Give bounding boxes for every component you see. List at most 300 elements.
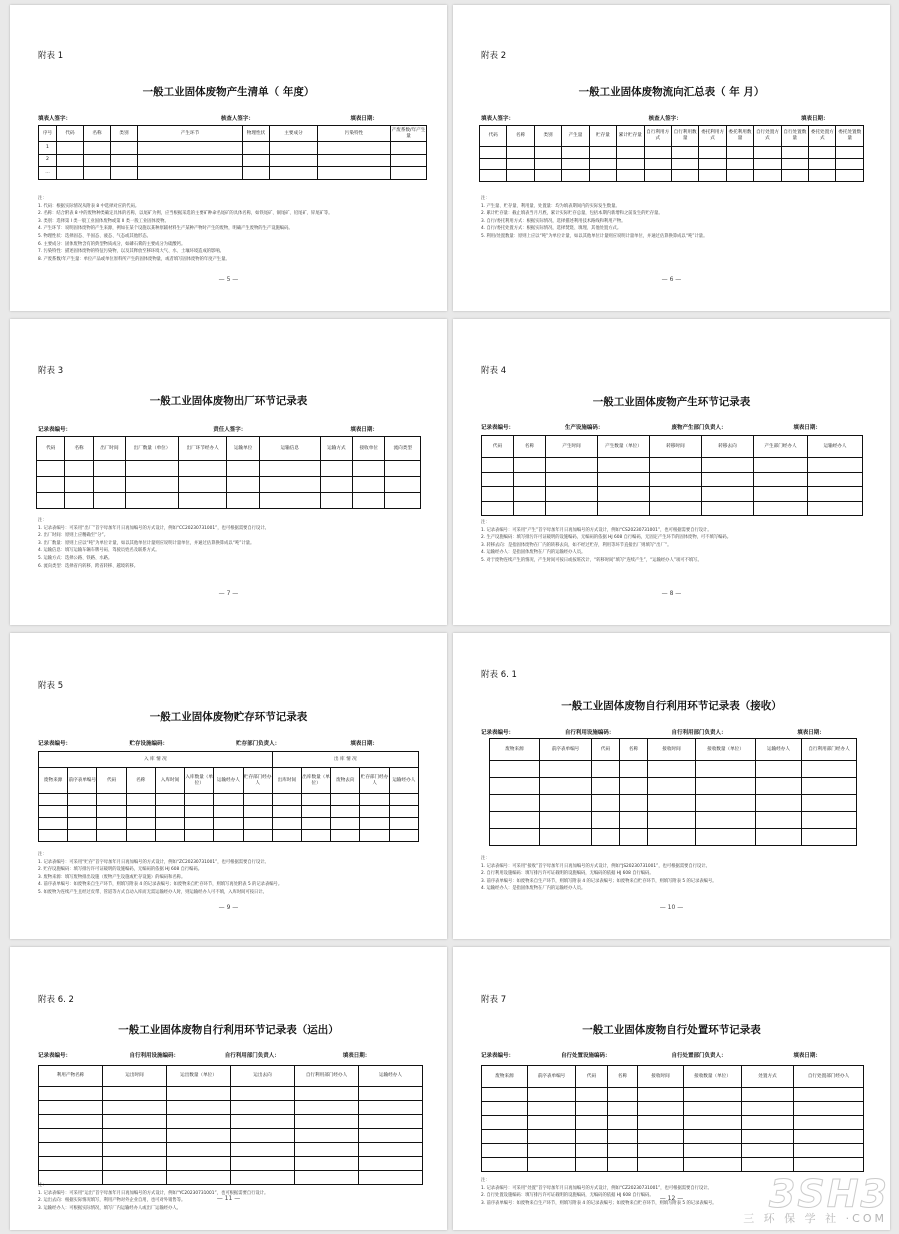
table-cell[interactable] <box>331 818 360 830</box>
table-cell[interactable] <box>540 761 592 778</box>
table-cell[interactable] <box>126 794 155 806</box>
table-cell[interactable] <box>214 794 243 806</box>
table-cell[interactable]: 1 <box>39 142 57 155</box>
table-cell[interactable] <box>178 493 227 509</box>
table-cell[interactable] <box>295 1101 359 1115</box>
table-cell[interactable] <box>644 158 671 170</box>
table-cell[interactable] <box>802 795 857 812</box>
table-cell[interactable] <box>167 1101 231 1115</box>
table-cell[interactable] <box>84 142 111 155</box>
table-cell[interactable] <box>97 830 126 842</box>
table-cell[interactable] <box>360 818 389 830</box>
table-cell[interactable] <box>650 501 702 516</box>
table-cell[interactable] <box>598 487 650 502</box>
table-cell[interactable] <box>111 142 138 155</box>
table-cell[interactable] <box>576 1102 608 1116</box>
table-cell[interactable] <box>68 818 97 830</box>
table-cell[interactable] <box>702 487 754 502</box>
table-cell[interactable] <box>301 794 330 806</box>
table-cell[interactable] <box>93 477 125 493</box>
table-cell[interactable] <box>592 829 620 846</box>
table-cell[interactable] <box>684 1102 742 1116</box>
table-cell[interactable] <box>576 1144 608 1158</box>
table-cell[interactable] <box>126 806 155 818</box>
table-cell[interactable] <box>39 1115 103 1129</box>
table-cell[interactable] <box>243 830 272 842</box>
table-cell[interactable] <box>546 472 598 487</box>
table-cell[interactable] <box>39 806 68 818</box>
table-cell[interactable] <box>648 761 696 778</box>
table-cell[interactable] <box>155 794 184 806</box>
table-cell[interactable] <box>598 458 650 473</box>
table-cell[interactable] <box>331 830 360 842</box>
table-cell[interactable] <box>781 170 808 182</box>
table-cell[interactable] <box>726 170 753 182</box>
table-cell[interactable] <box>103 1157 167 1171</box>
table-cell[interactable] <box>608 1158 638 1172</box>
table-cell[interactable] <box>608 1144 638 1158</box>
table-cell[interactable] <box>270 142 318 155</box>
table-cell[interactable] <box>507 158 534 170</box>
table-cell[interactable] <box>546 487 598 502</box>
table-cell[interactable] <box>598 472 650 487</box>
table-cell[interactable] <box>185 830 214 842</box>
table-cell[interactable] <box>754 472 808 487</box>
table-cell[interactable] <box>650 458 702 473</box>
table-cell[interactable] <box>214 806 243 818</box>
table-cell[interactable] <box>360 830 389 842</box>
table-cell[interactable] <box>836 158 864 170</box>
table-cell[interactable] <box>608 1116 638 1130</box>
table-cell[interactable] <box>39 818 68 830</box>
table-cell[interactable] <box>178 477 227 493</box>
table-cell[interactable] <box>155 818 184 830</box>
table-cell[interactable] <box>138 167 243 180</box>
table-cell[interactable] <box>482 1088 528 1102</box>
table-cell[interactable] <box>671 170 698 182</box>
table-cell[interactable] <box>185 806 214 818</box>
table-cell[interactable] <box>638 1144 684 1158</box>
table-cell[interactable] <box>103 1129 167 1143</box>
table-cell[interactable] <box>57 154 84 167</box>
table-cell[interactable] <box>781 147 808 159</box>
table-cell[interactable] <box>353 477 385 493</box>
table-cell[interactable] <box>754 170 781 182</box>
table-cell[interactable] <box>514 487 546 502</box>
table-cell[interactable] <box>155 830 184 842</box>
table-cell[interactable] <box>482 472 514 487</box>
table-cell[interactable] <box>671 147 698 159</box>
table-cell[interactable] <box>359 1087 423 1101</box>
table-cell[interactable] <box>684 1144 742 1158</box>
table-cell[interactable] <box>359 1157 423 1171</box>
table-cell[interactable] <box>103 1087 167 1101</box>
table-cell[interactable] <box>756 778 802 795</box>
table-cell[interactable] <box>480 147 507 159</box>
table-cell[interactable] <box>802 829 857 846</box>
table-cell[interactable] <box>243 167 270 180</box>
table-cell[interactable] <box>562 147 589 159</box>
table-cell[interactable] <box>482 1130 528 1144</box>
table-cell[interactable] <box>227 477 259 493</box>
table-cell[interactable] <box>644 170 671 182</box>
table-cell[interactable] <box>742 1102 794 1116</box>
table-cell[interactable] <box>644 147 671 159</box>
table-cell[interactable] <box>648 778 696 795</box>
table-cell[interactable] <box>295 1129 359 1143</box>
table-cell[interactable] <box>295 1115 359 1129</box>
table-cell[interactable] <box>360 806 389 818</box>
table-cell[interactable] <box>259 461 320 477</box>
table-cell[interactable] <box>93 461 125 477</box>
table-cell[interactable] <box>540 778 592 795</box>
table-cell[interactable] <box>39 1101 103 1115</box>
table-cell[interactable] <box>528 1116 576 1130</box>
table-cell[interactable] <box>684 1158 742 1172</box>
table-cell[interactable] <box>742 1088 794 1102</box>
table-cell[interactable] <box>576 1116 608 1130</box>
table-cell[interactable] <box>39 1087 103 1101</box>
table-cell[interactable] <box>598 501 650 516</box>
table-cell[interactable] <box>37 461 65 477</box>
table-cell[interactable] <box>138 142 243 155</box>
table-cell[interactable] <box>185 794 214 806</box>
table-cell[interactable] <box>638 1158 684 1172</box>
table-cell[interactable] <box>756 829 802 846</box>
table-cell[interactable] <box>84 167 111 180</box>
table-cell[interactable] <box>756 761 802 778</box>
table-cell[interactable] <box>592 812 620 829</box>
table-cell[interactable] <box>648 829 696 846</box>
table-cell[interactable] <box>391 142 427 155</box>
table-cell[interactable] <box>592 795 620 812</box>
table-cell[interactable] <box>514 472 546 487</box>
table-cell[interactable] <box>243 818 272 830</box>
table-cell[interactable] <box>68 806 97 818</box>
table-cell[interactable] <box>231 1129 295 1143</box>
table-cell[interactable] <box>794 1144 864 1158</box>
table-cell[interactable] <box>359 1115 423 1129</box>
table-cell[interactable] <box>65 461 93 477</box>
table-cell[interactable] <box>617 147 644 159</box>
table-cell[interactable] <box>794 1102 864 1116</box>
table-cell[interactable] <box>259 493 320 509</box>
table-cell[interactable] <box>684 1088 742 1102</box>
table-cell[interactable] <box>528 1088 576 1102</box>
table-cell[interactable] <box>389 818 418 830</box>
table-cell[interactable] <box>482 1144 528 1158</box>
table-cell[interactable] <box>754 158 781 170</box>
table-cell[interactable] <box>808 487 863 502</box>
table-cell[interactable] <box>39 1129 103 1143</box>
table-cell[interactable] <box>802 812 857 829</box>
table-cell[interactable] <box>794 1088 864 1102</box>
table-cell[interactable] <box>360 794 389 806</box>
table-cell[interactable] <box>272 818 301 830</box>
table-cell[interactable] <box>620 778 648 795</box>
table-cell[interactable] <box>702 501 754 516</box>
table-cell[interactable] <box>684 1130 742 1144</box>
table-cell[interactable] <box>97 806 126 818</box>
table-cell[interactable] <box>696 778 756 795</box>
table-cell[interactable] <box>808 472 863 487</box>
table-cell[interactable] <box>37 493 65 509</box>
table-cell[interactable] <box>270 167 318 180</box>
table-cell[interactable] <box>836 170 864 182</box>
table-cell[interactable] <box>331 794 360 806</box>
table-cell[interactable] <box>514 501 546 516</box>
table-cell[interactable] <box>272 794 301 806</box>
table-cell[interactable] <box>836 147 864 159</box>
table-cell[interactable] <box>167 1143 231 1157</box>
table-cell[interactable] <box>514 458 546 473</box>
table-cell[interactable] <box>482 501 514 516</box>
table-cell[interactable] <box>638 1088 684 1102</box>
table-cell[interactable] <box>270 154 318 167</box>
table-cell[interactable] <box>359 1143 423 1157</box>
table-cell[interactable] <box>318 154 391 167</box>
table-cell[interactable] <box>781 158 808 170</box>
table-cell[interactable] <box>648 812 696 829</box>
table-cell[interactable] <box>534 147 561 159</box>
table-cell[interactable] <box>528 1102 576 1116</box>
table-cell[interactable] <box>617 158 644 170</box>
table-cell[interactable] <box>301 818 330 830</box>
table-cell[interactable] <box>576 1130 608 1144</box>
table-cell[interactable] <box>243 154 270 167</box>
table-cell[interactable]: … <box>39 167 57 180</box>
table-cell[interactable] <box>57 167 84 180</box>
table-cell[interactable] <box>756 812 802 829</box>
table-cell[interactable] <box>589 170 616 182</box>
table-cell[interactable] <box>97 794 126 806</box>
table-cell[interactable] <box>534 158 561 170</box>
table-cell[interactable]: 2 <box>39 154 57 167</box>
table-cell[interactable] <box>620 812 648 829</box>
table-cell[interactable] <box>353 461 385 477</box>
table-cell[interactable] <box>507 147 534 159</box>
table-cell[interactable] <box>295 1087 359 1101</box>
table-cell[interactable] <box>702 472 754 487</box>
table-cell[interactable] <box>754 487 808 502</box>
table-cell[interactable] <box>809 158 836 170</box>
table-cell[interactable] <box>528 1158 576 1172</box>
table-cell[interactable] <box>576 1158 608 1172</box>
table-cell[interactable] <box>68 794 97 806</box>
table-cell[interactable] <box>126 493 179 509</box>
table-cell[interactable] <box>167 1087 231 1101</box>
table-cell[interactable] <box>490 795 540 812</box>
table-cell[interactable] <box>592 761 620 778</box>
table-cell[interactable] <box>576 1088 608 1102</box>
table-cell[interactable] <box>754 501 808 516</box>
table-cell[interactable] <box>617 170 644 182</box>
table-cell[interactable] <box>802 778 857 795</box>
table-cell[interactable] <box>389 830 418 842</box>
table-cell[interactable] <box>648 795 696 812</box>
table-cell[interactable] <box>726 147 753 159</box>
table-cell[interactable] <box>111 167 138 180</box>
table-cell[interactable] <box>490 761 540 778</box>
table-cell[interactable] <box>684 1116 742 1130</box>
table-cell[interactable] <box>620 795 648 812</box>
table-cell[interactable] <box>272 806 301 818</box>
table-cell[interactable] <box>742 1144 794 1158</box>
table-cell[interactable] <box>359 1129 423 1143</box>
table-cell[interactable] <box>794 1116 864 1130</box>
table-cell[interactable] <box>227 493 259 509</box>
table-cell[interactable] <box>126 830 155 842</box>
table-cell[interactable] <box>97 818 126 830</box>
table-cell[interactable] <box>482 1158 528 1172</box>
table-cell[interactable] <box>318 142 391 155</box>
table-cell[interactable] <box>482 458 514 473</box>
table-cell[interactable] <box>562 170 589 182</box>
table-cell[interactable] <box>650 487 702 502</box>
table-cell[interactable] <box>68 830 97 842</box>
table-cell[interactable] <box>103 1143 167 1157</box>
table-cell[interactable] <box>353 493 385 509</box>
table-cell[interactable] <box>243 794 272 806</box>
table-cell[interactable] <box>320 461 352 477</box>
table-cell[interactable] <box>320 493 352 509</box>
table-cell[interactable] <box>185 818 214 830</box>
table-cell[interactable] <box>320 477 352 493</box>
table-cell[interactable] <box>480 158 507 170</box>
table-cell[interactable] <box>699 158 726 170</box>
table-cell[interactable] <box>638 1102 684 1116</box>
table-cell[interactable] <box>534 170 561 182</box>
table-cell[interactable] <box>754 147 781 159</box>
table-cell[interactable] <box>540 812 592 829</box>
table-cell[interactable] <box>389 794 418 806</box>
table-cell[interactable] <box>696 812 756 829</box>
table-cell[interactable] <box>809 147 836 159</box>
table-cell[interactable] <box>742 1116 794 1130</box>
table-cell[interactable] <box>385 493 421 509</box>
table-cell[interactable] <box>39 794 68 806</box>
table-cell[interactable] <box>620 761 648 778</box>
table-cell[interactable] <box>231 1101 295 1115</box>
table-cell[interactable] <box>167 1129 231 1143</box>
table-cell[interactable] <box>592 778 620 795</box>
table-cell[interactable] <box>742 1158 794 1172</box>
table-cell[interactable] <box>227 461 259 477</box>
table-cell[interactable] <box>546 458 598 473</box>
table-cell[interactable] <box>490 829 540 846</box>
table-cell[interactable] <box>178 461 227 477</box>
table-cell[interactable] <box>231 1157 295 1171</box>
table-cell[interactable] <box>756 795 802 812</box>
table-cell[interactable] <box>295 1157 359 1171</box>
table-cell[interactable] <box>702 458 754 473</box>
table-cell[interactable] <box>103 1115 167 1129</box>
table-cell[interactable] <box>540 829 592 846</box>
table-cell[interactable] <box>608 1130 638 1144</box>
table-cell[interactable] <box>272 830 301 842</box>
table-cell[interactable] <box>638 1116 684 1130</box>
table-cell[interactable] <box>480 170 507 182</box>
table-cell[interactable] <box>391 167 427 180</box>
table-cell[interactable] <box>167 1157 231 1171</box>
table-cell[interactable] <box>126 461 179 477</box>
table-cell[interactable] <box>385 461 421 477</box>
table-cell[interactable] <box>802 761 857 778</box>
table-cell[interactable] <box>231 1115 295 1129</box>
table-cell[interactable] <box>37 477 65 493</box>
table-cell[interactable] <box>301 830 330 842</box>
table-cell[interactable] <box>385 477 421 493</box>
table-cell[interactable] <box>167 1115 231 1129</box>
table-cell[interactable] <box>546 501 598 516</box>
table-cell[interactable] <box>301 806 330 818</box>
table-cell[interactable] <box>562 158 589 170</box>
table-cell[interactable] <box>620 829 648 846</box>
table-cell[interactable] <box>540 795 592 812</box>
table-cell[interactable] <box>608 1102 638 1116</box>
table-cell[interactable] <box>808 501 863 516</box>
table-cell[interactable] <box>93 493 125 509</box>
table-cell[interactable] <box>39 1143 103 1157</box>
table-cell[interactable] <box>696 761 756 778</box>
table-cell[interactable] <box>331 806 360 818</box>
table-cell[interactable] <box>482 1102 528 1116</box>
table-cell[interactable] <box>726 158 753 170</box>
table-cell[interactable] <box>359 1101 423 1115</box>
table-cell[interactable] <box>638 1130 684 1144</box>
table-cell[interactable] <box>318 167 391 180</box>
table-cell[interactable] <box>490 778 540 795</box>
table-cell[interactable] <box>809 170 836 182</box>
table-cell[interactable] <box>259 477 320 493</box>
table-cell[interactable] <box>589 158 616 170</box>
table-cell[interactable] <box>84 154 111 167</box>
table-cell[interactable] <box>482 1116 528 1130</box>
table-cell[interactable] <box>126 818 155 830</box>
table-cell[interactable] <box>528 1130 576 1144</box>
table-cell[interactable] <box>699 170 726 182</box>
table-cell[interactable] <box>295 1143 359 1157</box>
table-cell[interactable] <box>39 1157 103 1171</box>
table-cell[interactable] <box>243 142 270 155</box>
table-cell[interactable] <box>589 147 616 159</box>
table-cell[interactable] <box>507 170 534 182</box>
table-cell[interactable] <box>650 472 702 487</box>
table-cell[interactable] <box>490 812 540 829</box>
table-cell[interactable] <box>231 1087 295 1101</box>
table-cell[interactable] <box>231 1143 295 1157</box>
table-cell[interactable] <box>214 818 243 830</box>
table-cell[interactable] <box>794 1158 864 1172</box>
table-cell[interactable] <box>696 795 756 812</box>
table-cell[interactable] <box>65 477 93 493</box>
table-cell[interactable] <box>389 806 418 818</box>
table-cell[interactable] <box>103 1101 167 1115</box>
table-cell[interactable] <box>671 158 698 170</box>
table-cell[interactable] <box>391 154 427 167</box>
table-cell[interactable] <box>39 830 68 842</box>
table-cell[interactable] <box>138 154 243 167</box>
table-cell[interactable] <box>528 1144 576 1158</box>
table-cell[interactable] <box>57 142 84 155</box>
table-cell[interactable] <box>155 806 184 818</box>
table-cell[interactable] <box>696 829 756 846</box>
table-cell[interactable] <box>742 1130 794 1144</box>
table-cell[interactable] <box>754 458 808 473</box>
table-cell[interactable] <box>214 830 243 842</box>
table-cell[interactable] <box>699 147 726 159</box>
table-cell[interactable] <box>126 477 179 493</box>
